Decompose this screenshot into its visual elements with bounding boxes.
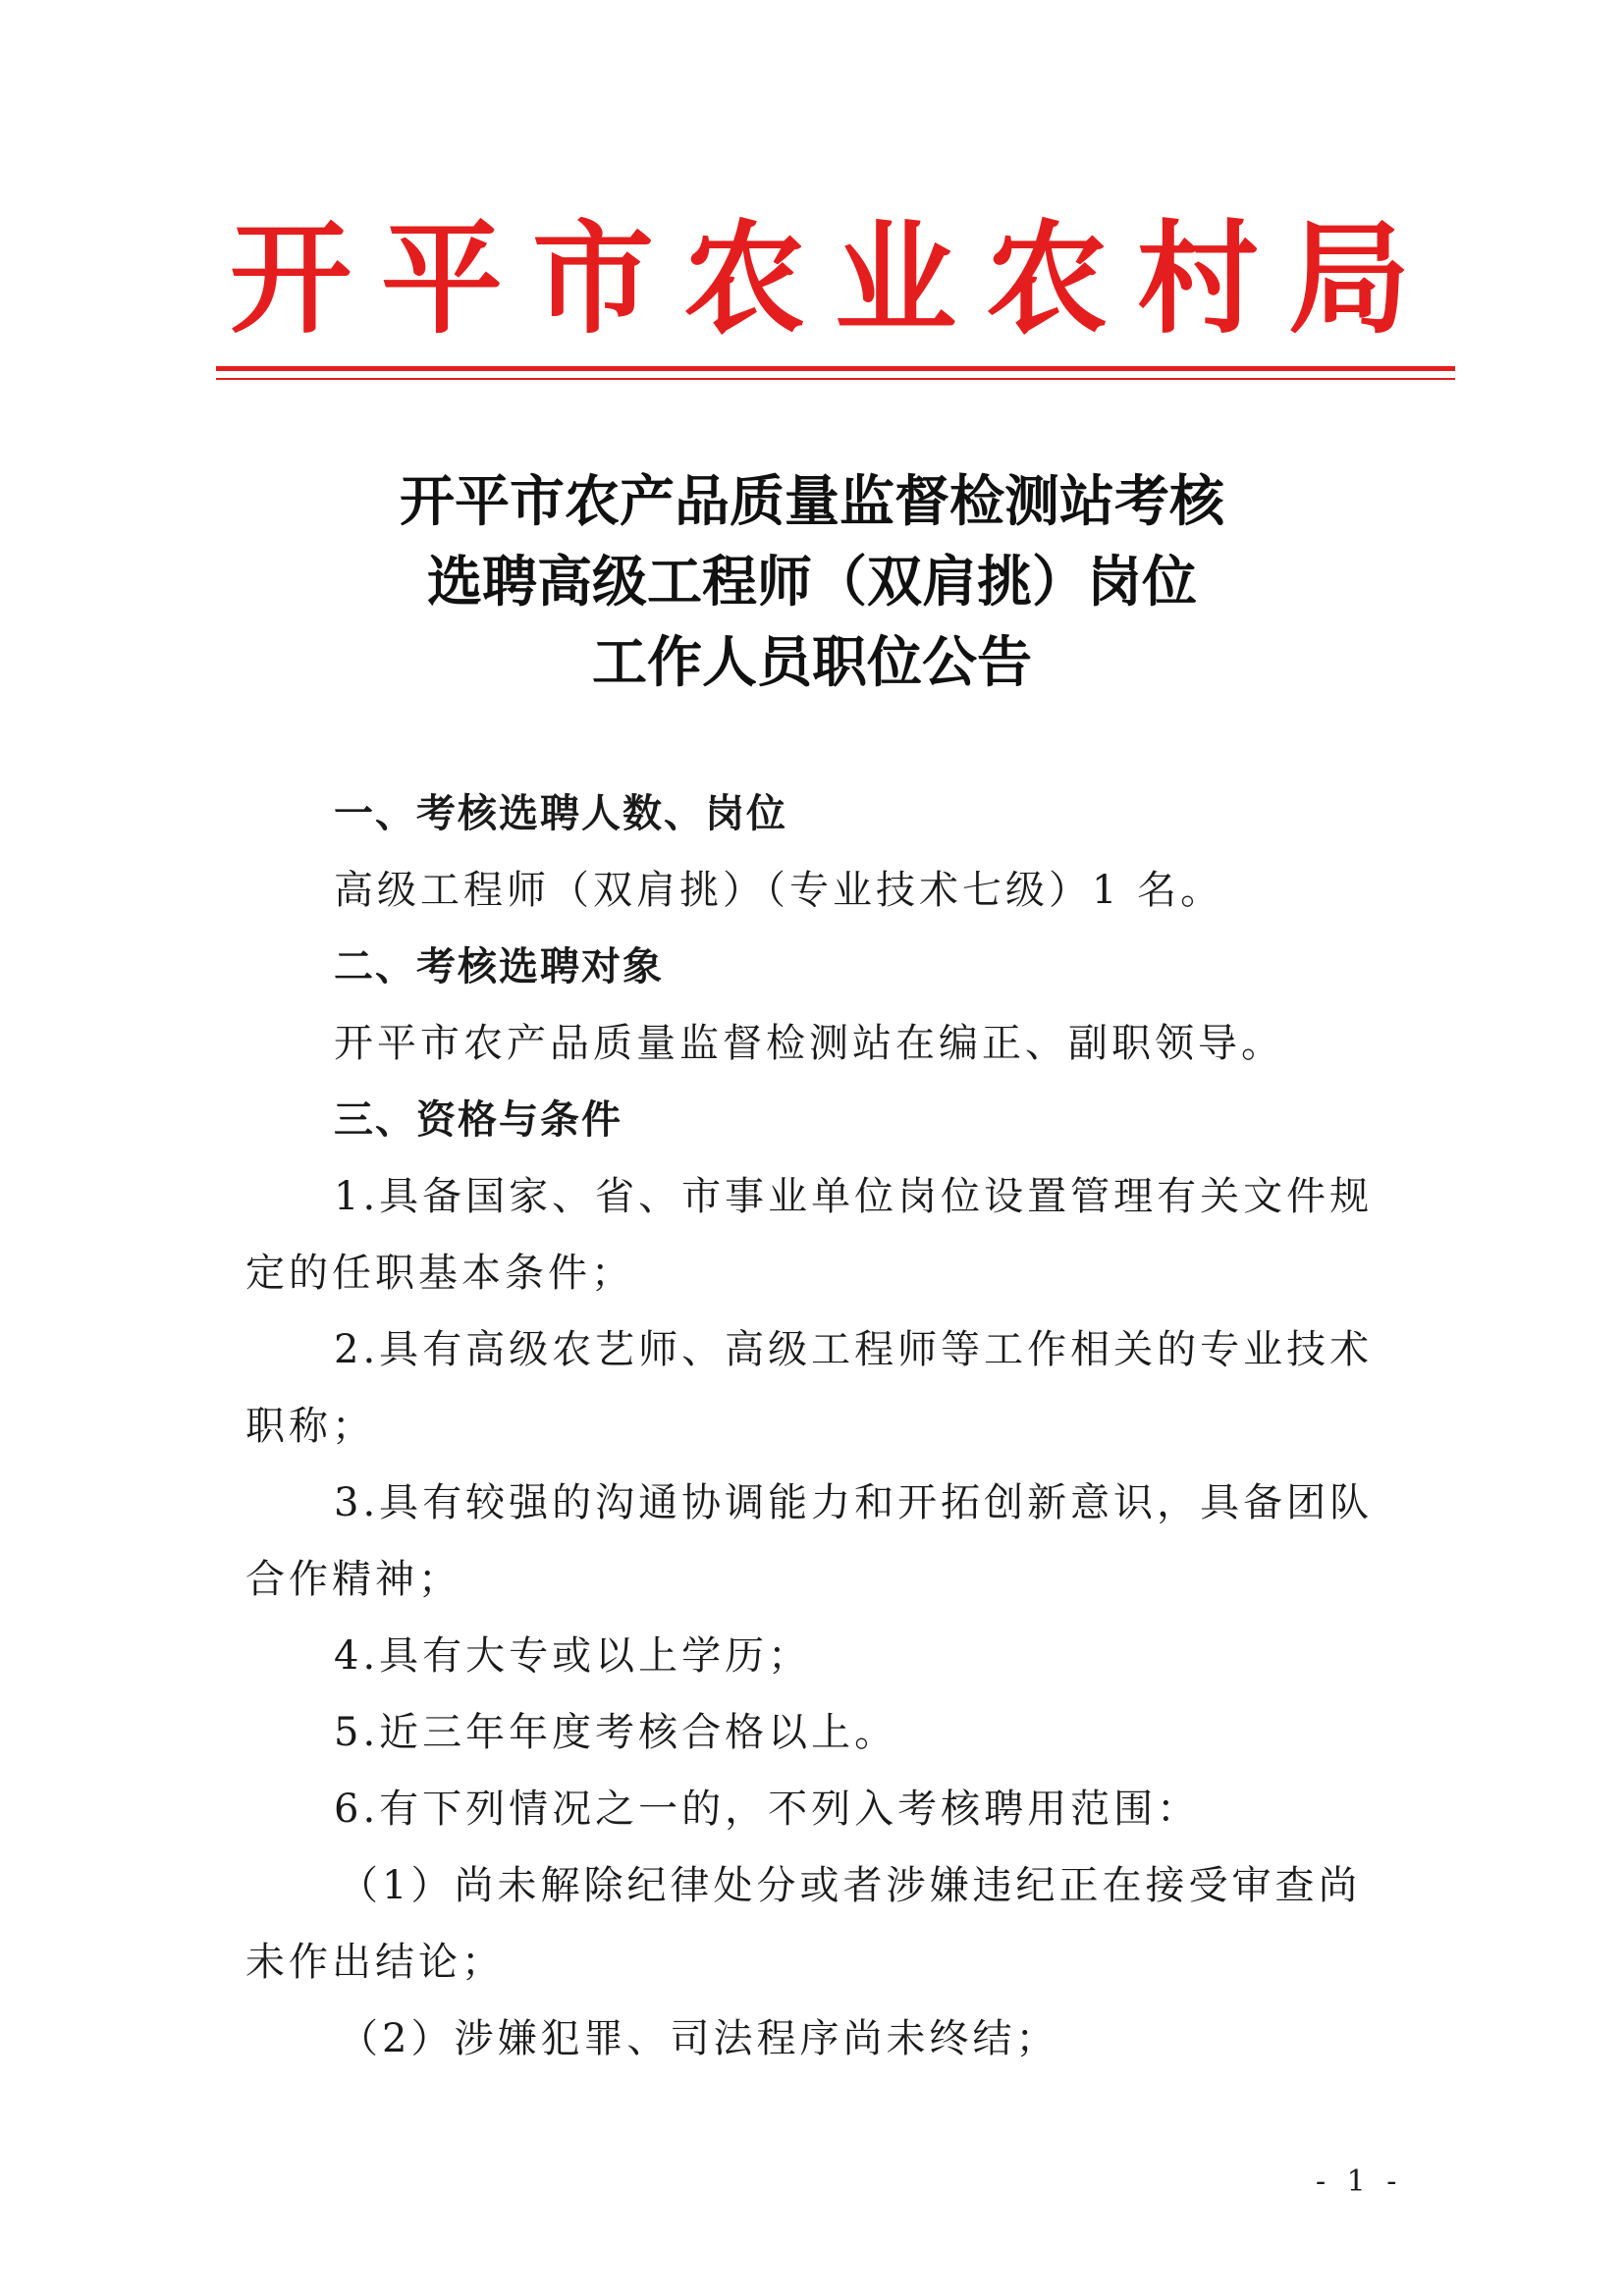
letterhead-org-name: 开平市农业农村局: [229, 209, 1439, 350]
letterhead-rule-thin: [216, 378, 1455, 380]
document-title-line-1: 开平市农产品质量监督检测站考核: [400, 469, 1224, 534]
condition-item-4: 4.具有大专或以上学历；: [334, 1633, 812, 1679]
letterhead-rule-thick: [216, 366, 1455, 371]
section-heading-2: 二、考核选聘对象: [334, 944, 664, 989]
exclusion-item-1: （1）尚未解除纪律处分或者涉嫌违纪正在接受审查尚未作出结论；: [245, 1863, 1362, 1985]
condition-item-5: 5.近三年年度考核合格以上。: [334, 1710, 898, 1755]
document-title-line-3: 工作人员职位公告: [592, 630, 1032, 695]
section-heading-1: 一、考核选聘人数、岗位: [334, 791, 787, 836]
section-1-paragraph: 高级工程师（双肩挑）（专业技术七级）1 名。: [334, 868, 1224, 913]
document-title: [245, 461, 1379, 703]
document-body: [245, 775, 1375, 2077]
condition-item-2: 2.具有高级农艺师、高级工程师等工作相关的专业技术职称；: [245, 1327, 1374, 1449]
section-heading-3: 三、资格与条件: [334, 1097, 623, 1143]
document-title-line-2: 选聘高级工程师（双肩挑）岗位: [427, 550, 1197, 614]
condition-item-1: 1.具备国家、省、市事业单位岗位设置管理有关文件规定的任职基本条件；: [245, 1174, 1374, 1296]
exclusion-item-2: （2）涉嫌犯罪、司法程序尚未终结；: [339, 2016, 1059, 2061]
page-number: - 1 -: [1316, 2164, 1403, 2199]
condition-item-3: 3.具有较强的沟通协调能力和开拓创新意识，具备团队合作精神；: [245, 1480, 1374, 1602]
section-2-paragraph: 开平市农产品质量监督检测站在编正、副职领导。: [334, 1021, 1284, 1066]
condition-item-6: 6.有下列情况之一的，不列入考核聘用范围：: [334, 1787, 1201, 1832]
